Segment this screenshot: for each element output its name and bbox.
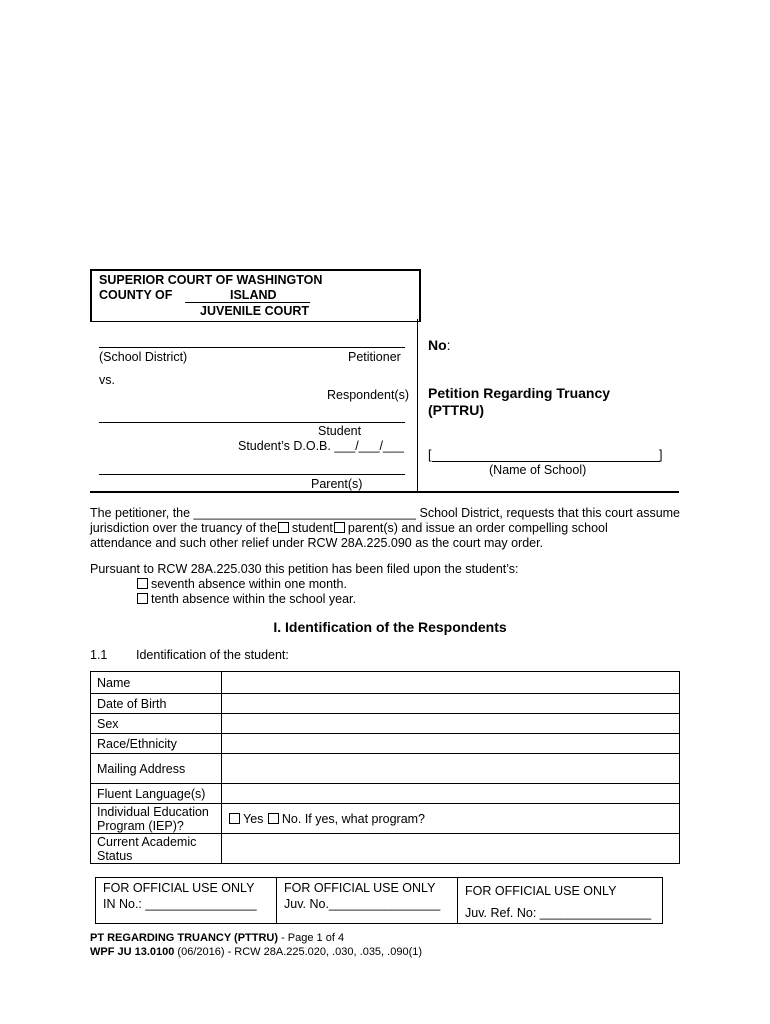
tenth-absence-checkbox[interactable] [137, 593, 148, 604]
table-row [91, 734, 680, 754]
table-row [91, 784, 680, 804]
iep-yes-checkbox[interactable] [229, 813, 240, 824]
seventh-absence-option[interactable]: seventh absence within one month. [136, 577, 347, 591]
intro-line-3: attendance and such other relief under RCW 28A.225.090 as the court may order. [90, 536, 544, 550]
footer-line-1: PT REGARDING TRUANCY (PTTRU) - Page 1 of 4 [90, 932, 345, 944]
parents-label: Parent(s) [311, 477, 363, 491]
race-ethnicity-cell[interactable] [222, 734, 680, 754]
student-identification-table [90, 671, 680, 864]
table-row [91, 804, 680, 834]
tenth-absence-option[interactable]: tenth absence within the school year. [136, 592, 356, 606]
table-row [91, 694, 680, 714]
table-row [91, 754, 680, 784]
school-name-bracket-close: ] [659, 448, 663, 462]
section-heading: I. Identification of the Respondents [273, 619, 507, 635]
student-name-cell[interactable] [222, 672, 680, 694]
form-title-line1: Petition Regarding Truancy [428, 385, 611, 401]
official-use-title: FOR OFFICIAL USE ONLY [465, 884, 617, 898]
fluent-languages-cell[interactable] [222, 784, 680, 804]
petitioner-label: Petitioner [348, 350, 401, 364]
subsection-number: 1.1 [90, 648, 108, 662]
county-underline [185, 302, 310, 303]
official-use-title: FOR OFFICIAL USE ONLY [103, 881, 255, 895]
row-label: Current Academic Status [91, 834, 222, 864]
school-name-line[interactable] [432, 461, 660, 462]
table-row [91, 714, 680, 734]
row-label: Race/Ethnicity [91, 734, 222, 754]
iep-no-label: No. If yes, what program? [281, 811, 426, 826]
county-value: ISLAND [230, 288, 277, 302]
intro-paragraph [90, 506, 690, 551]
case-number-colon: : [446, 337, 451, 353]
in-number-field[interactable]: IN No.: ________________ [103, 897, 257, 911]
row-label: Date of Birth [91, 694, 222, 714]
sex-cell[interactable] [222, 714, 680, 734]
intro-line-2: jurisdiction over the truancy of the student parent(s) and issue an order compelling school [90, 521, 608, 535]
iep-no-checkbox[interactable] [268, 813, 279, 824]
table-row [91, 672, 680, 694]
date-of-birth-cell[interactable] [222, 694, 680, 714]
row-label: Mailing Address [91, 754, 222, 784]
student-label: Student [318, 424, 362, 438]
row-label: Sex [91, 714, 222, 734]
juvenile-court-label: JUVENILE COURT [200, 304, 310, 318]
table-row [91, 834, 680, 864]
subsection-label: Identification of the student: [136, 648, 289, 662]
juv-number-field[interactable]: Juv. No.________________ [284, 897, 441, 911]
respondents-label: Respondent(s) [327, 388, 409, 402]
juv-ref-number-field[interactable]: Juv. Ref. No: ________________ [465, 906, 652, 920]
official-use-in-no [96, 878, 277, 924]
intro-line-1: The petitioner, the ________________________________ School District, requests that this court assume [90, 506, 681, 520]
school-name-bracket-open: [ [428, 448, 432, 462]
iep-cell [222, 804, 680, 834]
row-label: Individual Education Program (IEP)? [91, 804, 222, 834]
caption-divider [417, 319, 418, 491]
student-line [99, 422, 405, 423]
parents-line [99, 474, 405, 475]
official-use-juv-ref-no [458, 878, 663, 924]
school-district-label: (School District) [99, 350, 188, 364]
official-use-juv-no [277, 878, 458, 924]
row-label: Name [91, 672, 222, 694]
school-name-label: (Name of School) [489, 463, 587, 477]
iep-yes-label: Yes [243, 811, 264, 826]
caption-bottom-rule [90, 491, 679, 493]
parents-checkbox[interactable] [334, 522, 345, 533]
county-label: COUNTY OF [99, 288, 173, 302]
form-title-line2: (PTTRU) [428, 402, 484, 418]
academic-status-cell[interactable] [222, 834, 680, 864]
pursuant-lead: Pursuant to RCW 28A.225.030 this petition has been filed upon the student’s: [90, 562, 519, 576]
case-number-label[interactable] [428, 337, 451, 353]
row-label: Fluent Language(s) [91, 784, 222, 804]
student-dob-field[interactable]: Student’s D.O.B. ___/___/___ [238, 439, 404, 453]
vs-label: vs. [99, 373, 115, 387]
school-district-line [99, 347, 405, 348]
student-checkbox[interactable] [278, 522, 289, 533]
official-use-table [95, 877, 663, 924]
case-number-text: No [428, 337, 447, 353]
school-district-blank[interactable]: ________________________________ [193, 506, 417, 520]
footer-line-2: WPF JU 13.0100 (06/2016) - RCW 28A.225.020, .030, .035, .090(1) [90, 946, 423, 958]
court-name: SUPERIOR COURT OF WASHINGTON [99, 273, 323, 287]
official-use-title: FOR OFFICIAL USE ONLY [284, 881, 436, 895]
mailing-address-cell[interactable] [222, 754, 680, 784]
seventh-absence-checkbox[interactable] [137, 578, 148, 589]
